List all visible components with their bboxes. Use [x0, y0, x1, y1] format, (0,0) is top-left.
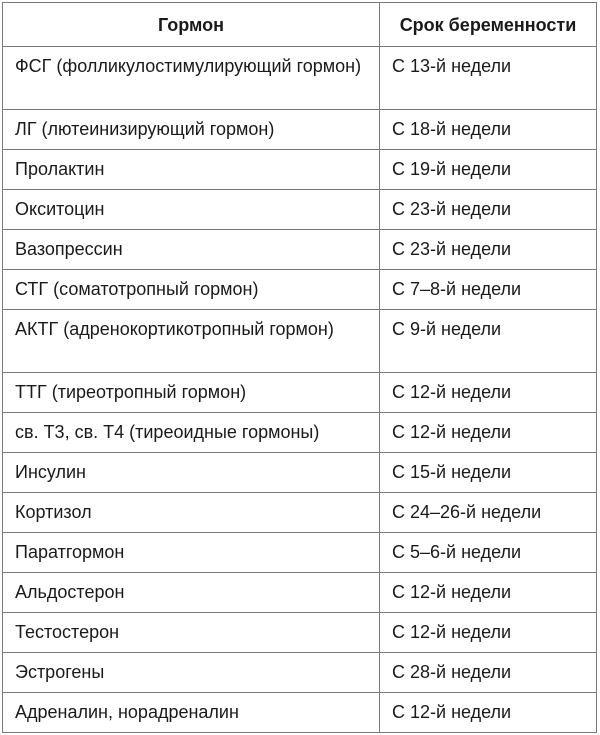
table-row [3, 310, 597, 373]
hormone-cell: Тестостерон [3, 613, 380, 653]
hormone-cell: Адреналин, норадреналин [3, 693, 380, 733]
table-row [3, 493, 597, 533]
term-cell: С 15-й недели [380, 453, 597, 493]
header-row [3, 3, 597, 47]
term-cell: С 19-й недели [380, 150, 597, 190]
hormone-cell: ТТГ (тиреотропный гормон) [3, 373, 380, 413]
term-cell: С 9-й недели [380, 310, 597, 373]
term-cell: С 23-й недели [380, 190, 597, 230]
table-row [3, 413, 597, 453]
hormone-cell: АКТГ (адренокортикотропный гормон) [3, 310, 380, 373]
table-row [3, 373, 597, 413]
hormone-cell: Инсулин [3, 453, 380, 493]
term-cell: С 12-й недели [380, 413, 597, 453]
hormone-cell: Паратгормон [3, 533, 380, 573]
table-row [3, 47, 597, 110]
table-row [3, 190, 597, 230]
table-row [3, 533, 597, 573]
table-row [3, 230, 597, 270]
table-row [3, 270, 597, 310]
term-cell: С 23-й недели [380, 230, 597, 270]
term-cell: С 12-й недели [380, 693, 597, 733]
table-row [3, 613, 597, 653]
hormone-cell: ЛГ (лютеинизирующий гормон) [3, 110, 380, 150]
hormone-cell: СТГ (соматотропный гормон) [3, 270, 380, 310]
term-cell: С 5–6-й недели [380, 533, 597, 573]
term-cell: С 28-й недели [380, 653, 597, 693]
hormone-cell: Альдостерон [3, 573, 380, 613]
table-row [3, 150, 597, 190]
term-cell: С 18-й недели [380, 110, 597, 150]
table-row [3, 653, 597, 693]
hormone-cell: св. Т3, св. Т4 (тиреоидные гормоны) [3, 413, 380, 453]
term-cell: С 24–26-й недели [380, 493, 597, 533]
table-row [3, 573, 597, 613]
term-cell: С 13-й недели [380, 47, 597, 110]
hormone-cell: ФСГ (фолликулостимулирующий гормон) [3, 47, 380, 110]
term-cell: С 7–8-й недели [380, 270, 597, 310]
table-row [3, 693, 597, 733]
term-cell: С 12-й недели [380, 373, 597, 413]
hormone-cell: Окситоцин [3, 190, 380, 230]
hormone-cell: Кортизол [3, 493, 380, 533]
term-cell: С 12-й недели [380, 573, 597, 613]
term-cell: С 12-й недели [380, 613, 597, 653]
table-row [3, 110, 597, 150]
hormone-cell: Эстрогены [3, 653, 380, 693]
header-term: Срок беременности [380, 3, 597, 47]
hormone-cell: Пролактин [3, 150, 380, 190]
header-hormone: Гормон [3, 3, 380, 47]
hormone-table [2, 2, 597, 733]
hormone-cell: Вазопрессин [3, 230, 380, 270]
table-row [3, 453, 597, 493]
